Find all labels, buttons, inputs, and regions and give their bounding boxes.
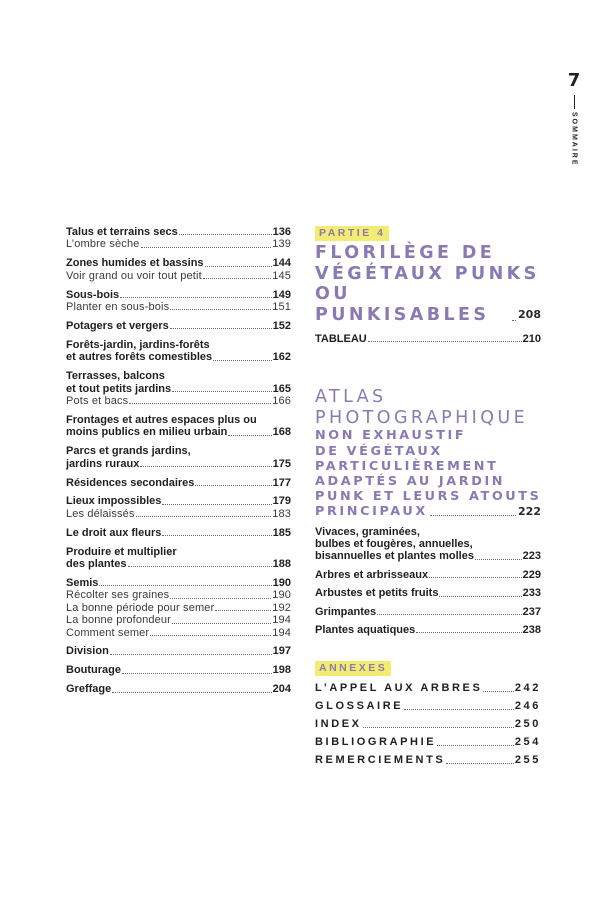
toc-entry[interactable]	[66, 226, 291, 238]
toc-entry-page: 190	[272, 589, 291, 602]
toc-entry-label: Les délaissés	[66, 507, 135, 520]
toc-entry-page: 197	[272, 645, 291, 658]
part4-title	[315, 243, 541, 325]
toc-entry[interactable]	[66, 414, 291, 439]
toc-entry-label: L’ombre sèche	[66, 238, 140, 251]
leader-dots	[162, 535, 271, 536]
toc-entry-label: La bonne période pour semer	[66, 601, 215, 614]
toc-entry-page: 179	[272, 495, 291, 508]
annexes-badge: ANNEXES	[315, 661, 391, 676]
toc-entry[interactable]	[315, 606, 541, 618]
toc-entry-label: Voir grand ou voir tout petit	[66, 269, 202, 282]
toc-entry-label: TABLEAU	[315, 333, 367, 345]
toc-entry-page: 250	[514, 718, 541, 731]
toc-entry-label: BIBLIOGRAPHIE	[315, 736, 437, 749]
toc-entry[interactable]	[315, 569, 541, 581]
leader-dots	[150, 635, 271, 636]
toc-entry-page: 166	[272, 394, 291, 407]
leader-dots	[368, 341, 522, 342]
toc-entry-page: 183	[272, 507, 291, 520]
part4-title-line: FLORILÈGE DE	[315, 243, 496, 263]
toc-entry-label: Récolter ses graines	[66, 589, 170, 602]
atlas-title-line: PHOTOGRAPHIQUE	[315, 407, 529, 428]
toc-entry-label: Arbres et arbrisseaux	[315, 568, 429, 581]
leader-dots	[446, 763, 513, 764]
toc-entry-label: Vivaces, graminées,	[315, 525, 420, 538]
leader-dots	[437, 745, 514, 746]
toc-entry-page: 185	[272, 526, 291, 539]
page-number: 7	[567, 70, 581, 91]
leader-dots	[213, 360, 272, 361]
atlas-subtitle	[315, 428, 541, 519]
toc-entry-page: 229	[522, 568, 541, 581]
toc-right-column	[315, 226, 541, 772]
toc-entry[interactable]	[315, 682, 541, 694]
toc-entry-label: Terrasses, balcons	[66, 370, 165, 383]
part4-title-line: VÉGÉTAUX PUNKS	[315, 263, 540, 284]
toc-entry[interactable]	[66, 370, 291, 395]
leader-dots	[170, 598, 271, 599]
part4-title-line: OU PUNKISABLES	[315, 284, 490, 325]
toc-entry-page: 204	[272, 683, 291, 696]
part4-badge: PARTIE 4	[315, 226, 389, 241]
toc-left-column	[66, 226, 291, 696]
toc-entry-label: bulbes et fougères, annuelles,	[315, 538, 473, 551]
toc-entry-label: Talus et terrains secs	[66, 226, 178, 238]
leader-dots	[363, 727, 514, 728]
toc-entry-label: Frontages et autres espaces plus ou	[66, 413, 257, 426]
leader-dots	[404, 709, 514, 710]
leader-dots	[215, 610, 271, 611]
leader-dots	[110, 654, 272, 655]
toc-entry-label: Greffage	[66, 683, 112, 696]
toc-entry[interactable]	[66, 339, 291, 364]
toc-entry[interactable]	[66, 589, 291, 601]
toc-entry[interactable]	[66, 301, 291, 313]
toc-entry-page: 149	[272, 288, 291, 301]
toc-entry-page: 139	[272, 238, 291, 251]
toc-entry[interactable]	[66, 546, 291, 571]
toc-entry-page: 194	[272, 626, 291, 639]
toc-entry-label: Sous-bois	[66, 288, 120, 301]
leader-dots	[141, 247, 272, 248]
leader-dots	[429, 577, 522, 578]
part4-title-page[interactable]: 208	[518, 307, 541, 321]
toc-entry[interactable]	[66, 577, 291, 589]
atlas-title-line: ATLAS	[315, 387, 387, 408]
toc-entry-label: Produire et multiplier	[66, 545, 177, 558]
toc-entry-label: jardins ruraux	[66, 457, 140, 470]
toc-entry-page: 151	[272, 301, 291, 314]
toc-entry-label: REMERCIEMENTS	[315, 754, 446, 767]
section-label: SOMMAIRE	[570, 112, 578, 167]
toc-entry[interactable]	[66, 257, 291, 269]
toc-entry-page: 190	[272, 576, 291, 589]
toc-entry[interactable]	[66, 508, 291, 520]
toc-entry-label: Potagers et vergers	[66, 319, 169, 332]
leader-dots	[512, 320, 516, 321]
leader-dots	[430, 515, 516, 516]
atlas-subtitle-line: PRINCIPAUX	[315, 504, 428, 520]
toc-entry-label: et autres forêts comestibles	[66, 351, 213, 364]
toc-entry[interactable]	[66, 645, 291, 657]
leader-dots	[122, 673, 272, 674]
annexes-block	[315, 661, 541, 766]
toc-entry-label: Parcs et grands jardins,	[66, 445, 191, 458]
toc-entry-page: 162	[272, 351, 291, 364]
toc-entry[interactable]	[66, 627, 291, 639]
toc-entry-label: GLOSSAIRE	[315, 700, 404, 713]
toc-entry-label: Arbustes et petits fruits	[315, 587, 439, 600]
toc-entry-label: Lieux impossibles	[66, 495, 162, 508]
leader-dots	[170, 328, 272, 329]
leader-dots	[377, 614, 522, 615]
leader-dots	[203, 278, 271, 279]
toc-entry-page: 168	[272, 426, 291, 439]
toc-entry-label: Le droit aux fleurs	[66, 526, 162, 539]
toc-entry-page: 210	[522, 333, 541, 345]
toc-entry[interactable]	[315, 718, 541, 730]
leader-dots	[140, 466, 271, 467]
leader-dots	[228, 435, 271, 436]
leader-dots	[112, 692, 271, 693]
toc-entry-label: et tout petits jardins	[66, 382, 172, 395]
toc-entry[interactable]	[66, 238, 291, 250]
toc-entry[interactable]	[66, 270, 291, 282]
toc-entry-page: 145	[272, 269, 291, 282]
toc-entry[interactable]	[66, 395, 291, 407]
leader-dots	[195, 485, 271, 486]
leader-dots	[179, 234, 272, 235]
atlas-subtitle-line: PUNK ET LEURS ATOUTS	[315, 489, 542, 505]
leader-dots	[172, 623, 271, 624]
leader-dots	[120, 297, 271, 298]
toc-entry[interactable]	[315, 700, 541, 712]
toc-entry[interactable]	[66, 683, 291, 695]
toc-entry[interactable]	[66, 614, 291, 626]
toc-entry[interactable]	[315, 333, 541, 345]
toc-entry-label: Résidences secondaires	[66, 476, 195, 489]
toc-entry-page: 238	[522, 624, 541, 637]
toc-entry-page: 177	[272, 476, 291, 489]
leader-dots	[129, 403, 271, 404]
toc-entry-page: 223	[522, 550, 541, 563]
toc-entry-label: moins publics en milieu urbain	[66, 426, 228, 439]
toc-entry[interactable]	[315, 624, 541, 636]
toc-entry[interactable]	[315, 754, 541, 766]
atlas-entries	[315, 526, 541, 637]
toc-entry-page: 198	[272, 664, 291, 677]
toc-entry[interactable]	[66, 320, 291, 332]
toc-entry-page: 246	[514, 700, 541, 713]
leader-dots	[172, 391, 272, 392]
leader-dots	[439, 596, 521, 597]
leader-dots	[483, 691, 513, 692]
toc-entry-label: L’APPEL AUX ARBRES	[315, 682, 483, 695]
toc-entry-label: Pots et bacs	[66, 394, 129, 407]
toc-entry-label: Semis	[66, 576, 99, 589]
toc-entry-page: 237	[522, 605, 541, 618]
toc-entry-page: 165	[272, 382, 291, 395]
leader-dots	[99, 585, 271, 586]
atlas-block	[315, 387, 541, 636]
atlas-subtitle-line: NON EXHAUSTIF	[315, 428, 467, 444]
atlas-subtitle-line: DE VÉGÉTAUX	[315, 443, 443, 459]
toc-entry-page: 175	[272, 457, 291, 470]
toc-entry-label: INDEX	[315, 718, 362, 731]
toc-entry-page: 194	[272, 614, 291, 627]
leader-dots	[136, 516, 272, 517]
toc-entry-label: Zones humides et bassins	[66, 257, 204, 270]
toc-entry[interactable]	[66, 445, 291, 470]
leader-dots	[162, 504, 271, 505]
toc-entry[interactable]	[315, 736, 541, 748]
toc-entry-label: Planter en sous-bois	[66, 301, 170, 314]
toc-entry-page: 242	[514, 682, 541, 695]
leader-dots	[475, 559, 522, 560]
toc-entry[interactable]	[66, 289, 291, 301]
toc-entry-label: bisannuelles et plantes molles	[315, 550, 474, 563]
toc-entry[interactable]	[66, 527, 291, 539]
leader-dots	[128, 566, 272, 567]
toc-entry[interactable]	[66, 602, 291, 614]
annexes-entries	[315, 682, 541, 766]
atlas-subtitle-line: PARTICULIÈREMENT	[315, 458, 499, 474]
atlas-title	[315, 387, 541, 428]
toc-entry-page: 254	[514, 736, 541, 749]
toc-entry-page: 233	[522, 587, 541, 600]
toc-entry-page: 136	[272, 226, 291, 238]
toc-entry[interactable]	[66, 477, 291, 489]
toc-entry[interactable]	[66, 664, 291, 676]
toc-entry-label: La bonne profondeur	[66, 614, 171, 627]
page-number-rule	[574, 95, 575, 109]
part4-block	[315, 226, 541, 345]
toc-entry-label: Plantes aquatiques	[315, 624, 416, 637]
leader-dots	[416, 632, 521, 633]
toc-entry-label: Bouturage	[66, 664, 121, 677]
toc-entry[interactable]	[315, 526, 541, 563]
toc-entry-page: 255	[514, 754, 541, 767]
atlas-subtitle-page[interactable]: 222	[518, 505, 541, 519]
atlas-subtitle-line: ADAPTÉS AU JARDIN	[315, 474, 506, 490]
toc-entry-label: Grimpantes	[315, 605, 377, 618]
toc-entry-page: 152	[272, 319, 291, 332]
toc-entry-label: Forêts-jardin, jardins-forêts	[66, 338, 210, 351]
toc-entry[interactable]	[315, 587, 541, 599]
toc-entry-page: 188	[272, 558, 291, 571]
toc-entry-label: Comment semer	[66, 626, 150, 639]
toc-entry[interactable]	[66, 495, 291, 507]
toc-entry-label: Division	[66, 645, 109, 658]
toc-entry-page: 192	[272, 601, 291, 614]
leader-dots	[170, 309, 271, 310]
toc-entry-label: des plantes	[66, 558, 127, 571]
leader-dots	[205, 266, 272, 267]
toc-entry-page: 144	[272, 257, 291, 270]
